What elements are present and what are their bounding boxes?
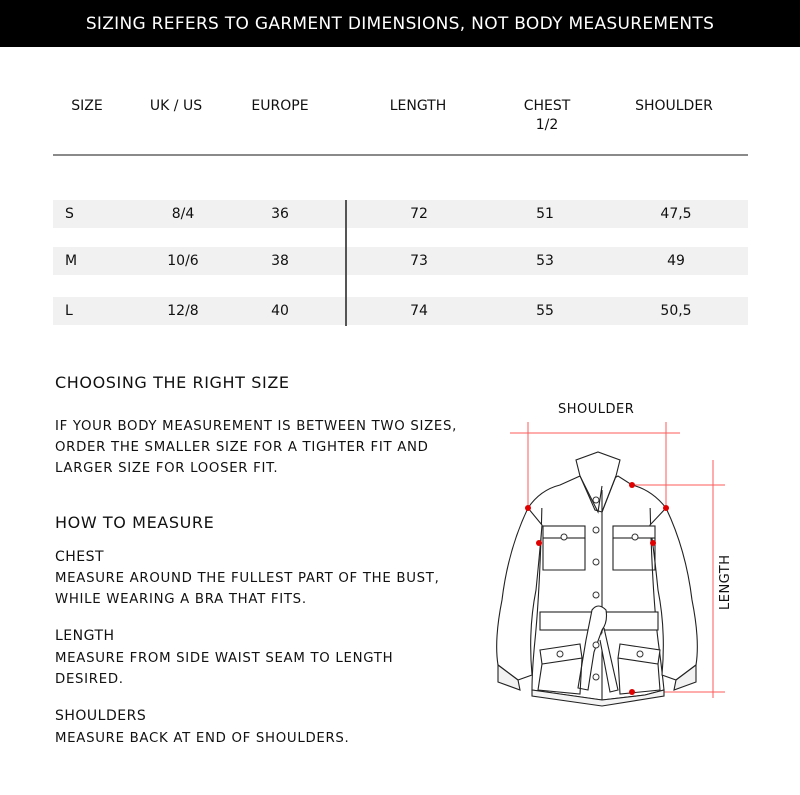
chest-heading: CHEST xyxy=(55,549,105,565)
length-heading: LENGTH xyxy=(55,628,115,644)
cell-chest: 53 xyxy=(536,253,554,269)
header-chest xyxy=(510,97,584,135)
header-shoulder xyxy=(622,97,726,116)
choosing-size-text xyxy=(55,416,457,479)
length-instructions xyxy=(55,648,393,690)
header-length xyxy=(376,97,460,116)
cell-europe: 36 xyxy=(271,206,289,222)
header-size-label: SIZE xyxy=(71,98,103,114)
header-europe-label: EUROPE xyxy=(251,98,309,114)
table-row xyxy=(53,200,748,228)
choosing-line: LARGER SIZE FOR LOOSER FIT. xyxy=(55,461,279,476)
header-shoulder-label: SHOULDER xyxy=(635,98,713,114)
cell-size: L xyxy=(65,303,73,319)
chest-line: MEASURE AROUND THE FULLEST PART OF THE BUST, xyxy=(55,571,440,586)
table-row xyxy=(53,247,748,275)
length-label: LENGTH xyxy=(718,554,733,610)
cell-shoulder: 49 xyxy=(667,253,685,269)
header-chest-sublabel: 1/2 xyxy=(535,117,559,133)
cell-size: M xyxy=(65,253,78,269)
header-length-label: LENGTH xyxy=(389,98,447,114)
header-ukus-label: UK / US xyxy=(149,98,203,114)
cell-length: 72 xyxy=(410,206,428,222)
cell-europe: 38 xyxy=(271,253,289,269)
jacket-outline xyxy=(497,452,698,706)
choosing-line: ORDER THE SMALLER SIZE FOR A TIGHTER FIT AND xyxy=(55,440,429,455)
shoulders-heading: SHOULDERS xyxy=(55,708,147,724)
banner-text: SIZING REFERS TO GARMENT DIMENSIONS, NOT BODY MEASUREMENTS xyxy=(85,13,715,34)
cell-shoulder: 47,5 xyxy=(660,206,692,222)
jacket-measurement-diagram xyxy=(480,390,780,730)
chest-instructions xyxy=(55,568,440,610)
cell-shoulder: 50,5 xyxy=(660,303,692,319)
chest-line: WHILE WEARING A BRA THAT FITS. xyxy=(55,592,307,607)
cell-length: 73 xyxy=(410,253,428,269)
table-row xyxy=(53,297,748,325)
header-europe xyxy=(240,97,320,116)
choosing-line: IF YOUR BODY MEASUREMENT IS BETWEEN TWO SIZES, xyxy=(55,419,458,434)
shoulder-label: SHOULDER xyxy=(558,402,635,417)
cell-chest: 51 xyxy=(536,206,554,222)
jacket-illustration xyxy=(480,390,780,730)
sizing-notice-banner xyxy=(0,0,800,47)
cell-chest: 55 xyxy=(536,303,554,319)
column-group-divider xyxy=(345,200,347,326)
length-line: MEASURE FROM SIDE WAIST SEAM TO LENGTH xyxy=(55,651,394,666)
shoulders-line: MEASURE BACK AT END OF SHOULDERS. xyxy=(55,731,350,746)
cell-ukus: 10/6 xyxy=(167,253,199,269)
cell-length: 74 xyxy=(410,303,428,319)
cell-ukus: 12/8 xyxy=(167,303,199,319)
header-chest-label: CHEST xyxy=(523,98,571,114)
cell-ukus: 8/4 xyxy=(171,206,195,222)
header-divider xyxy=(53,154,748,156)
choosing-size-title: CHOOSING THE RIGHT SIZE xyxy=(55,373,290,392)
length-line: DESIRED. xyxy=(55,672,124,687)
cell-europe: 40 xyxy=(271,303,289,319)
shoulders-instructions xyxy=(55,728,350,749)
header-size xyxy=(60,97,114,116)
cell-size: S xyxy=(65,206,74,222)
header-ukus xyxy=(138,97,214,116)
how-to-measure-title: HOW TO MEASURE xyxy=(55,513,215,532)
